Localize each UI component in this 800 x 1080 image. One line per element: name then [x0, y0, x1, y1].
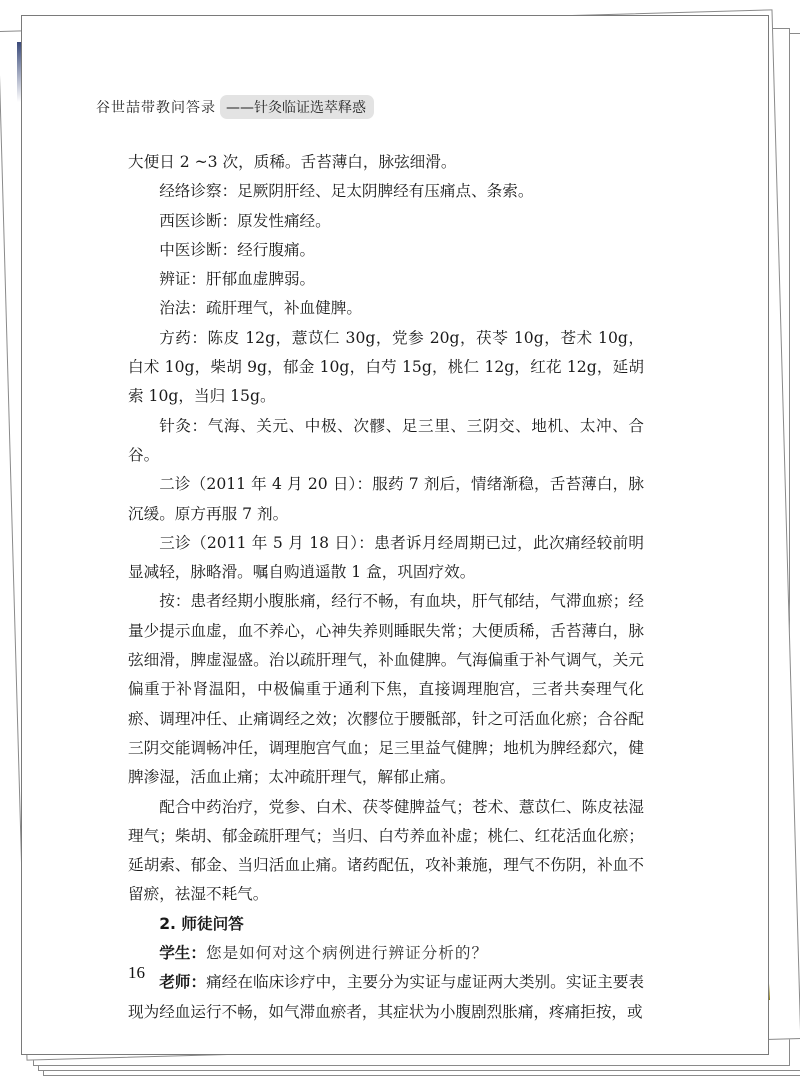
student-question: 您是如何对这个病例进行辨证分析的？: [205, 944, 489, 963]
paragraph-prescription: 方药：陈皮 12g，薏苡仁 30g，党参 20g，茯苓 10g，苍术 10g，白术 10g，柴胡 9g，郁金 10g，白芍 15g，桃仁 12g，红花 12g，延胡索 10g，当归 15g。: [128, 328, 644, 406]
speaker-label-teacher: 老师：: [159, 973, 207, 992]
paragraph-treatment-method: 治法：疏肝理气，补血健脾。: [159, 299, 362, 318]
dialogue-teacher: [128, 968, 644, 1027]
paragraph-continuation: 大便日 2 ~3 次，质稀。舌苔薄白，脉弦细滑。: [128, 153, 457, 171]
book-title: 谷世喆带教问答录: [96, 100, 216, 116]
running-head: [96, 95, 374, 119]
paragraph-herbal-commentary: 配合中药治疗，党参、白术、茯苓健脾益气；苍术、薏苡仁、陈皮祛湿理气；柴胡、郁金疏肝理气；当归、白芍养血补虚；桃仁、红花活血化瘀；延胡索、郁金、当归活血止痛。诸药配伍，攻补兼施，理气不伤阴，补血不留瘀，祛湿不耗气。: [128, 797, 644, 904]
paragraph-commentary: 按：患者经期小腹胀痛，经行不畅，有血块，肝气郁结，气滞血瘀；经量少提示血虚，血不养心，心神失养则睡眠失常；大便质稀，舌苔薄白，脉弦细滑，脾虚湿盛。治以疏肝理气，补血健脾。气海偏重于补气调气，关元偏重于补肾温阳，中极偏重于通利下焦，直接调理胞宫，三者共奏理气化瘀、调理冲任、止痛调经之效；次髎位于腰骶部，针之可活血化瘀；合谷配三阴交能调畅冲任，调理胞宫气血；足三里益气健脾；地机为脾经郄穴，健脾渗湿，活血止痛；太冲疏肝理气，解郁止痛。: [128, 592, 644, 787]
dialogue-student: [128, 939, 644, 968]
teacher-answer: 痛经在临床诊疗中，主要分为实证与虚证两大类别。实证主要表现为经血运行不畅，如气滞血瘀者，其症状为小腹剧烈胀痛，疼痛拒按，或: [128, 973, 644, 1021]
paragraph-acupuncture: 针灸：气海、关元、中极、次髎、足三里、三阴交、地机、太冲、合谷。: [128, 416, 644, 464]
paragraph-third-visit: 三诊（2011 年 5 月 18 日）：患者诉月经周期已过，此次痛经较前明显减轻，脉略滑。嘱自购逍遥散 1 盒，巩固疗效。: [128, 533, 644, 582]
section-heading: 2. 师徒问答: [159, 914, 244, 933]
paragraph-meridian-exam: 经络诊察：足厥阴肝经、足太阴脾经有压痛点、条索。: [159, 182, 534, 201]
speaker-label-student: 学生：: [159, 944, 206, 963]
body-text: [128, 148, 644, 1027]
paragraph-western-diagnosis: 西医诊断：原发性痛经。: [159, 211, 331, 230]
paragraph-syndrome: 辨证：肝郁血虚脾弱。: [159, 270, 316, 289]
paragraph-second-visit: 二诊（2011 年 4 月 20 日）：服药 7 剂后，情绪渐稳，舌苔薄白，脉沉缓。原方再服 7 剂。: [128, 475, 644, 523]
book-subtitle: ——针灸临证选萃释惑: [220, 95, 374, 119]
paragraph-tcm-diagnosis: 中医诊断：经行腹痛。: [159, 240, 316, 259]
page-number: 16: [128, 963, 145, 982]
